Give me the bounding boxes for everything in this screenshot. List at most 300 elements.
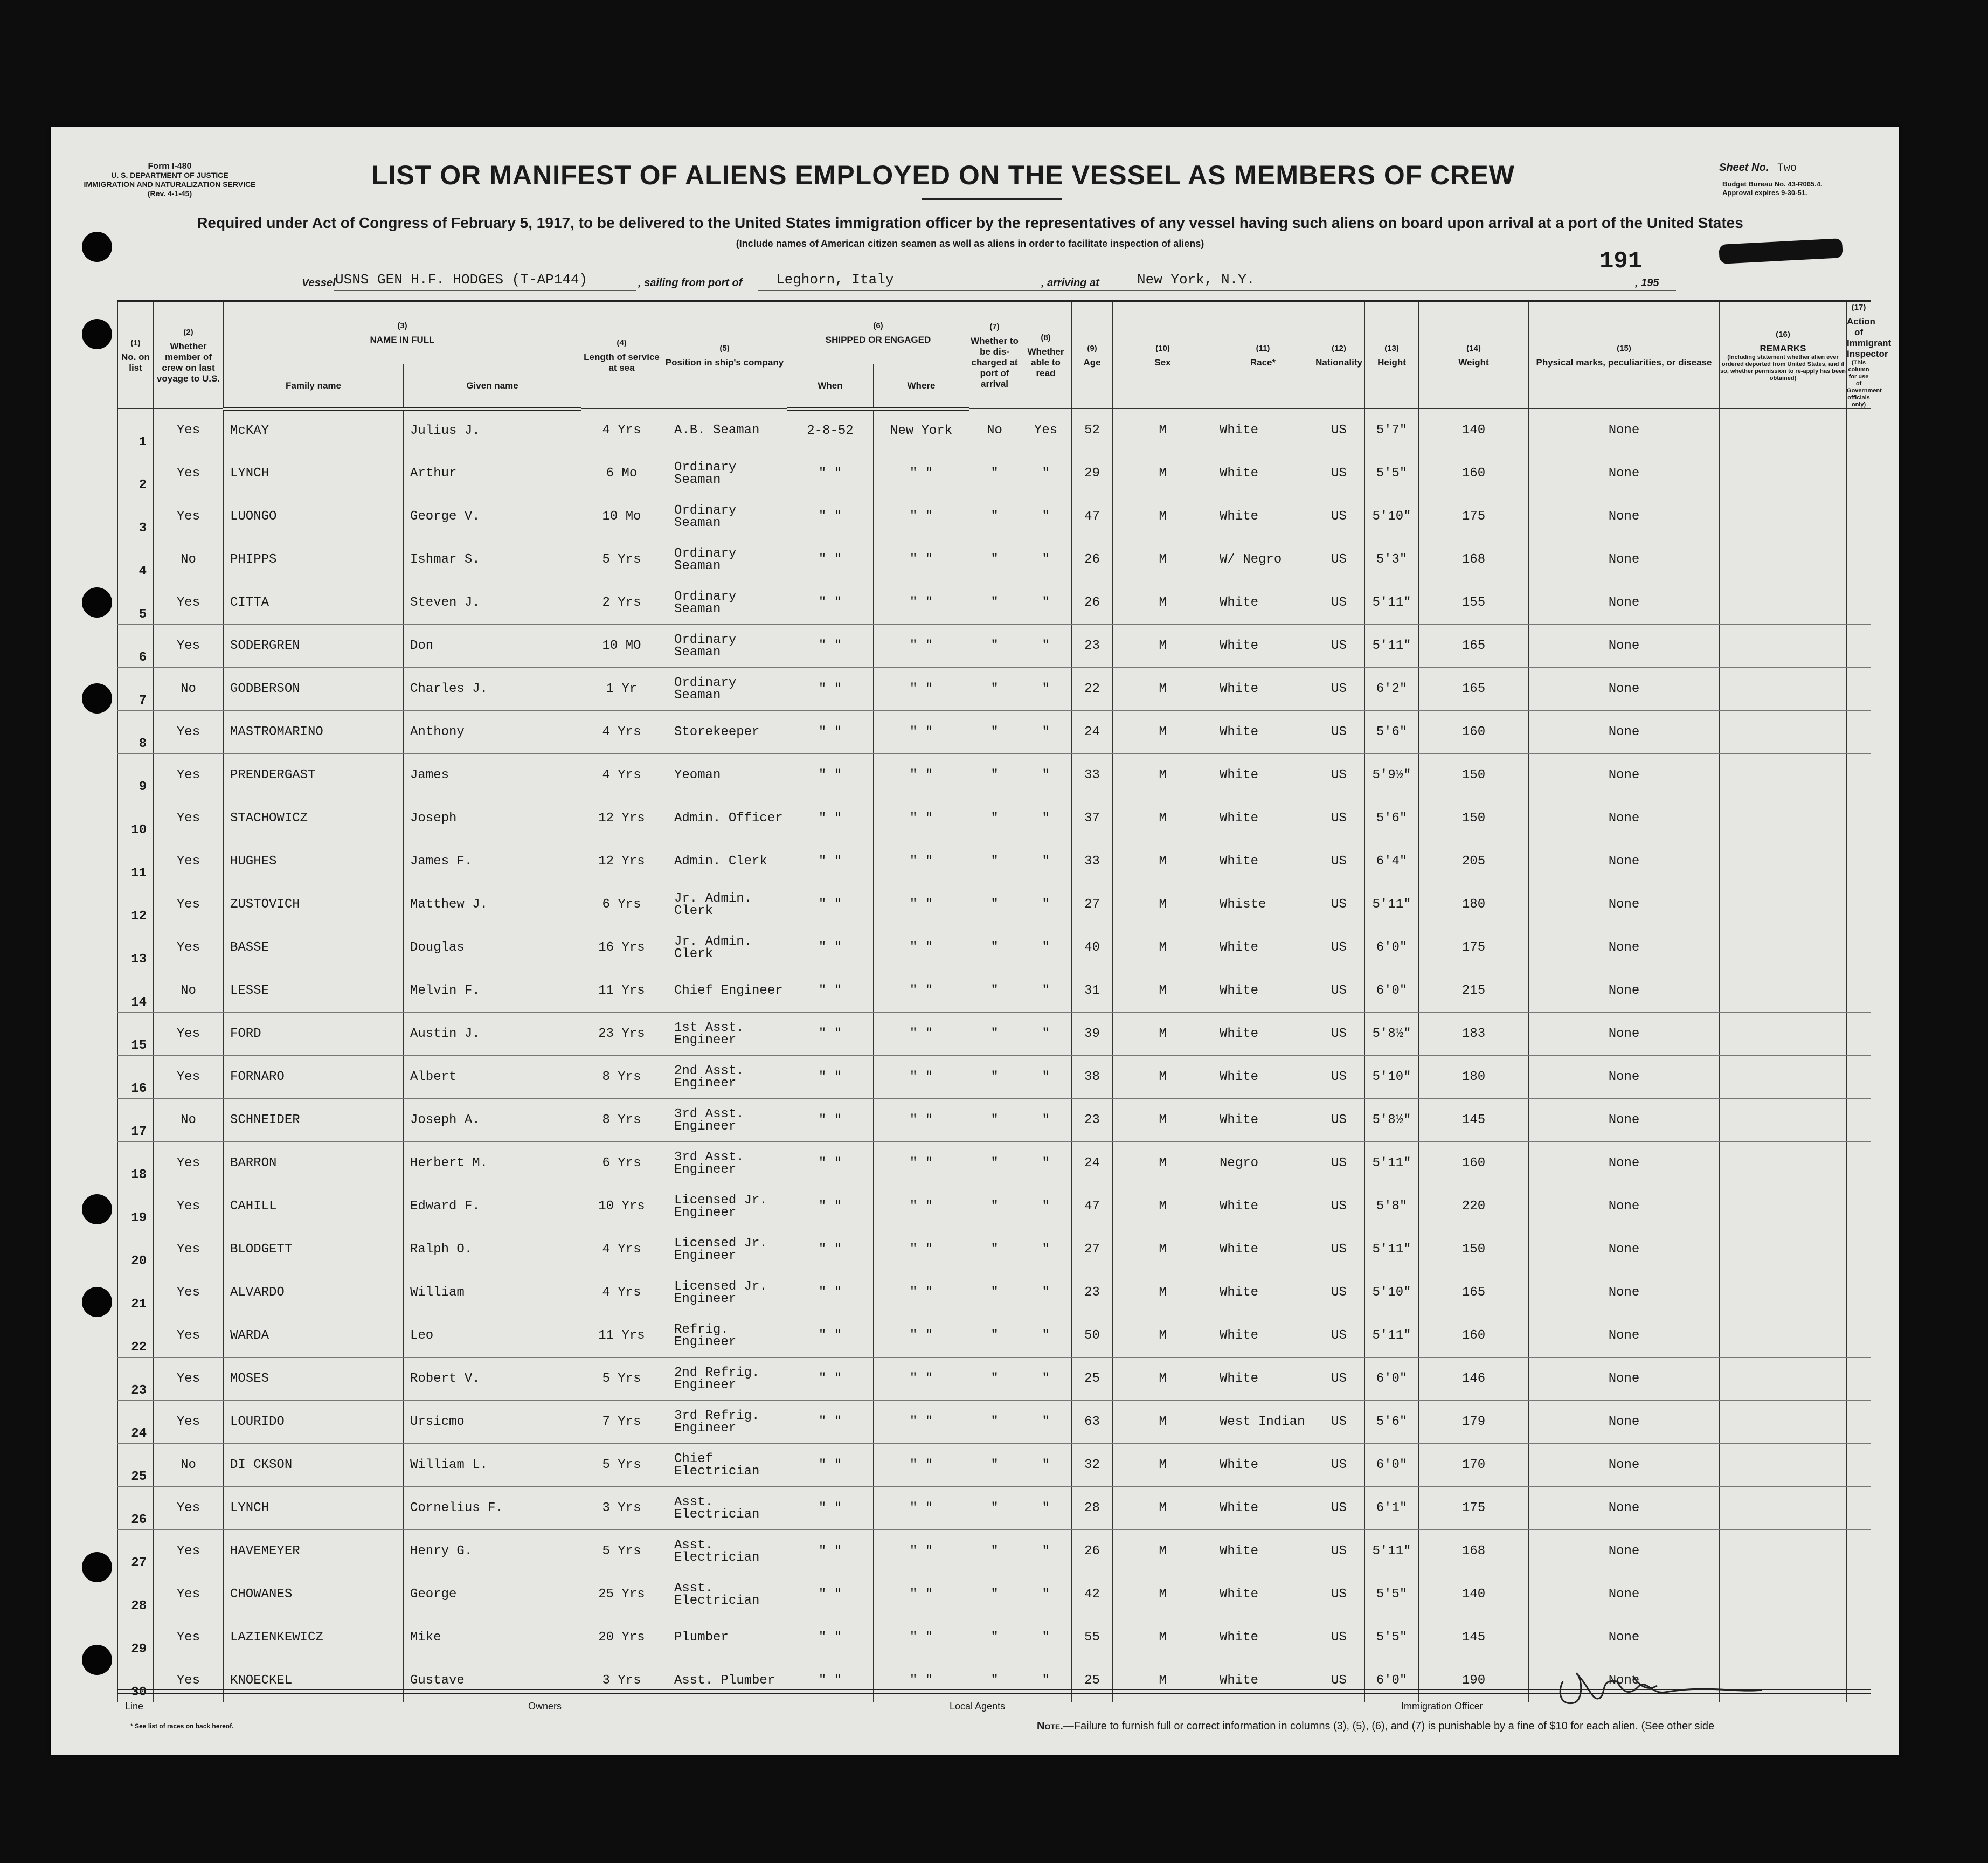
cell-age: 24 bbox=[1072, 1142, 1113, 1185]
cell-weight: 140 bbox=[1419, 409, 1529, 452]
cell-race: White bbox=[1213, 840, 1313, 883]
cell-inspector-action bbox=[1847, 538, 1871, 581]
cell-position: Licensed Jr. Engineer bbox=[662, 1185, 787, 1228]
cell-physical-marks: None bbox=[1529, 1616, 1720, 1659]
table-row bbox=[118, 1573, 1871, 1616]
cell-inspector-action bbox=[1847, 625, 1871, 668]
cell-height: 6'0" bbox=[1365, 926, 1419, 969]
cell-given-name: Douglas bbox=[404, 926, 581, 969]
col-header-crew-last-voyage: (2) Whether member of crew on last voyage to U.S. bbox=[154, 301, 224, 409]
cell-shipped-where: " " bbox=[874, 1314, 969, 1358]
cell-age: 38 bbox=[1072, 1056, 1113, 1099]
vessel-name: USNS GEN H.F. HODGES (T-AP144) bbox=[335, 272, 588, 288]
cell-height: 6'2" bbox=[1365, 668, 1419, 711]
cell-position: Ordinary Seaman bbox=[662, 625, 787, 668]
cell-physical-marks: None bbox=[1529, 1056, 1720, 1099]
cell-discharged: " bbox=[969, 625, 1020, 668]
cell-race: White bbox=[1213, 797, 1313, 840]
cell-able-to-read: " bbox=[1020, 668, 1072, 711]
cell-shipped-when: " " bbox=[787, 711, 874, 754]
cell-nationality: US bbox=[1313, 711, 1365, 754]
cell-crew-last-voyage: Yes bbox=[154, 452, 224, 495]
cell-race: Whiste bbox=[1213, 883, 1313, 926]
cell-able-to-read: " bbox=[1020, 754, 1072, 797]
cell-shipped-when: " " bbox=[787, 1314, 874, 1358]
cell-given-name: Joseph bbox=[404, 797, 581, 840]
cell-age: 22 bbox=[1072, 668, 1113, 711]
cell-given-name: Henry G. bbox=[404, 1530, 581, 1573]
col-header-height: (13) Height bbox=[1365, 301, 1419, 409]
cell-height: 6'1" bbox=[1365, 1487, 1419, 1530]
cell-weight: 155 bbox=[1419, 581, 1529, 625]
cell-inspector-action bbox=[1847, 1530, 1871, 1573]
cell-given-name: Edward F. bbox=[404, 1185, 581, 1228]
cell-age: 39 bbox=[1072, 1013, 1113, 1056]
vessel-name-underline bbox=[334, 290, 636, 291]
sailing-port: Leghorn, Italy bbox=[776, 272, 894, 288]
cell-crew-last-voyage: No bbox=[154, 969, 224, 1013]
cell-service-length: 10 Mo bbox=[581, 495, 662, 538]
cell-position: Plumber bbox=[662, 1616, 787, 1659]
cell-remarks bbox=[1720, 668, 1847, 711]
cell-remarks bbox=[1720, 1616, 1847, 1659]
cell-age: 33 bbox=[1072, 754, 1113, 797]
cell-discharged: " bbox=[969, 797, 1020, 840]
cell-height: 5'11" bbox=[1365, 625, 1419, 668]
cell-family-name: LOURIDO bbox=[224, 1401, 404, 1444]
table-row bbox=[118, 1444, 1871, 1487]
cell-service-length: 12 Yrs bbox=[581, 840, 662, 883]
cell-remarks bbox=[1720, 797, 1847, 840]
cell-physical-marks: None bbox=[1529, 840, 1720, 883]
cell-able-to-read: " bbox=[1020, 452, 1072, 495]
punch-hole bbox=[82, 587, 112, 618]
table-row bbox=[118, 495, 1871, 538]
cell-service-length: 16 Yrs bbox=[581, 926, 662, 969]
cell-age: 26 bbox=[1072, 538, 1113, 581]
cell-able-to-read: " bbox=[1020, 1444, 1072, 1487]
cell-discharged: " bbox=[969, 1013, 1020, 1056]
cell-age: 26 bbox=[1072, 581, 1113, 625]
cell-race: Negro bbox=[1213, 1142, 1313, 1185]
cell-row-number: 23 bbox=[118, 1358, 154, 1401]
cell-age: 25 bbox=[1072, 1659, 1113, 1702]
cell-shipped-when: " " bbox=[787, 883, 874, 926]
cell-service-length: 23 Yrs bbox=[581, 1013, 662, 1056]
cell-family-name: McKAY bbox=[224, 409, 404, 452]
cell-nationality: US bbox=[1313, 1358, 1365, 1401]
cell-physical-marks: None bbox=[1529, 797, 1720, 840]
cell-height: 6'0" bbox=[1365, 1444, 1419, 1487]
cell-race: White bbox=[1213, 926, 1313, 969]
table-header-row bbox=[118, 301, 1871, 364]
cell-weight: 180 bbox=[1419, 883, 1529, 926]
cell-sex: M bbox=[1113, 1185, 1213, 1228]
cell-discharged: " bbox=[969, 1142, 1020, 1185]
cell-sex: M bbox=[1113, 538, 1213, 581]
col-header-race: (11) Race* bbox=[1213, 301, 1313, 409]
cell-family-name: GODBERSON bbox=[224, 668, 404, 711]
cell-shipped-where: " " bbox=[874, 581, 969, 625]
footer-immigration-officer-label: Immigration Officer bbox=[1401, 1701, 1483, 1712]
cell-discharged: No bbox=[969, 409, 1020, 452]
cell-crew-last-voyage: No bbox=[154, 538, 224, 581]
cell-race: White bbox=[1213, 711, 1313, 754]
cell-service-length: 4 Yrs bbox=[581, 754, 662, 797]
cell-service-length: 3 Yrs bbox=[581, 1659, 662, 1702]
cell-nationality: US bbox=[1313, 581, 1365, 625]
cell-weight: 165 bbox=[1419, 625, 1529, 668]
cell-age: 25 bbox=[1072, 1358, 1113, 1401]
cell-shipped-where: " " bbox=[874, 538, 969, 581]
cell-service-length: 5 Yrs bbox=[581, 1358, 662, 1401]
cell-row-number: 4 bbox=[118, 538, 154, 581]
cell-age: 27 bbox=[1072, 1228, 1113, 1271]
cell-row-number: 18 bbox=[118, 1142, 154, 1185]
cell-age: 40 bbox=[1072, 926, 1113, 969]
cell-nationality: US bbox=[1313, 1056, 1365, 1099]
cell-shipped-when: " " bbox=[787, 926, 874, 969]
cell-discharged: " bbox=[969, 1616, 1020, 1659]
cell-position: Chief Engineer bbox=[662, 969, 787, 1013]
cell-age: 47 bbox=[1072, 495, 1113, 538]
cell-shipped-where: " " bbox=[874, 1228, 969, 1271]
cell-race: White bbox=[1213, 495, 1313, 538]
cell-crew-last-voyage: Yes bbox=[154, 754, 224, 797]
punch-hole bbox=[82, 1287, 112, 1317]
cell-crew-last-voyage: Yes bbox=[154, 1530, 224, 1573]
sheet-number-label: Sheet No. bbox=[1719, 162, 1769, 174]
col-header-physical-marks: (15) Physical marks, peculiarities, or disease bbox=[1529, 301, 1720, 409]
crew-rows bbox=[118, 409, 1871, 1702]
cell-weight: 160 bbox=[1419, 1142, 1529, 1185]
cell-position: Asst. Electrician bbox=[662, 1487, 787, 1530]
cell-inspector-action bbox=[1847, 926, 1871, 969]
cell-sex: M bbox=[1113, 581, 1213, 625]
cell-inspector-action bbox=[1847, 797, 1871, 840]
cell-nationality: US bbox=[1313, 926, 1365, 969]
footer-line-label: Line bbox=[125, 1701, 144, 1712]
cell-crew-last-voyage: Yes bbox=[154, 495, 224, 538]
cell-row-number: 5 bbox=[118, 581, 154, 625]
arriving-port-underline bbox=[1121, 290, 1676, 291]
cell-age: 23 bbox=[1072, 1271, 1113, 1314]
cell-remarks bbox=[1720, 1487, 1847, 1530]
cell-nationality: US bbox=[1313, 538, 1365, 581]
cell-given-name: Ursicmo bbox=[404, 1401, 581, 1444]
cell-remarks bbox=[1720, 926, 1847, 969]
form-identifier bbox=[81, 162, 259, 198]
cell-crew-last-voyage: Yes bbox=[154, 711, 224, 754]
cell-able-to-read: " bbox=[1020, 1056, 1072, 1099]
cell-able-to-read: " bbox=[1020, 926, 1072, 969]
cell-race: White bbox=[1213, 1314, 1313, 1358]
cell-height: 6'0" bbox=[1365, 1358, 1419, 1401]
cell-crew-last-voyage: Yes bbox=[154, 1142, 224, 1185]
table-row bbox=[118, 625, 1871, 668]
cell-row-number: 24 bbox=[118, 1401, 154, 1444]
table-row bbox=[118, 1358, 1871, 1401]
cell-family-name: LYNCH bbox=[224, 452, 404, 495]
cell-weight: 160 bbox=[1419, 1314, 1529, 1358]
table-row bbox=[118, 538, 1871, 581]
cell-family-name: KNOECKEL bbox=[224, 1659, 404, 1702]
punch-hole bbox=[82, 683, 112, 714]
cell-remarks bbox=[1720, 969, 1847, 1013]
cell-physical-marks: None bbox=[1529, 1487, 1720, 1530]
cell-shipped-when: " " bbox=[787, 452, 874, 495]
cell-crew-last-voyage: Yes bbox=[154, 797, 224, 840]
cell-age: 47 bbox=[1072, 1185, 1113, 1228]
cell-shipped-when: " " bbox=[787, 1228, 874, 1271]
cell-crew-last-voyage: Yes bbox=[154, 926, 224, 969]
cell-row-number: 28 bbox=[118, 1573, 154, 1616]
cell-position: Admin. Clerk bbox=[662, 840, 787, 883]
cell-weight: 183 bbox=[1419, 1013, 1529, 1056]
legal-requirement-text: Required under Act of Congress of February 5, 1917, to be delivered to the United States immigration officer by the representatives of any vessel having such aliens on board upon arrival at a port of the United States bbox=[197, 214, 1743, 231]
cell-nationality: US bbox=[1313, 1530, 1365, 1573]
cell-shipped-where: " " bbox=[874, 883, 969, 926]
footer-owners-label: Owners bbox=[528, 1701, 562, 1712]
cell-position: A.B. Seaman bbox=[662, 409, 787, 452]
cell-race: White bbox=[1213, 1271, 1313, 1314]
cell-row-number: 12 bbox=[118, 883, 154, 926]
cell-shipped-when: " " bbox=[787, 969, 874, 1013]
cell-height: 5'5" bbox=[1365, 452, 1419, 495]
cell-discharged: " bbox=[969, 452, 1020, 495]
cell-position: Jr. Admin. Clerk bbox=[662, 883, 787, 926]
cell-discharged: " bbox=[969, 711, 1020, 754]
cell-shipped-when: " " bbox=[787, 495, 874, 538]
cell-nationality: US bbox=[1313, 1487, 1365, 1530]
cell-row-number: 25 bbox=[118, 1444, 154, 1487]
cell-crew-last-voyage: Yes bbox=[154, 883, 224, 926]
cell-height: 5'11" bbox=[1365, 1142, 1419, 1185]
cell-shipped-where: " " bbox=[874, 1616, 969, 1659]
cell-able-to-read: Yes bbox=[1020, 409, 1072, 452]
cell-given-name: Anthony bbox=[404, 711, 581, 754]
table-row bbox=[118, 409, 1871, 452]
cell-row-number: 1 bbox=[118, 409, 154, 452]
table-row bbox=[118, 840, 1871, 883]
table-row bbox=[118, 1314, 1871, 1358]
cell-inspector-action bbox=[1847, 1444, 1871, 1487]
cell-race: White bbox=[1213, 409, 1313, 452]
form-number: Form I-480 bbox=[148, 162, 192, 171]
cell-weight: 175 bbox=[1419, 495, 1529, 538]
cell-position: Yeoman bbox=[662, 754, 787, 797]
cell-remarks bbox=[1720, 495, 1847, 538]
cell-nationality: US bbox=[1313, 1013, 1365, 1056]
cell-able-to-read: " bbox=[1020, 883, 1072, 926]
cell-crew-last-voyage: Yes bbox=[154, 1056, 224, 1099]
cell-given-name: Austin J. bbox=[404, 1013, 581, 1056]
table-row bbox=[118, 926, 1871, 969]
cell-shipped-when: " " bbox=[787, 1401, 874, 1444]
cell-physical-marks: None bbox=[1529, 452, 1720, 495]
cell-discharged: " bbox=[969, 1314, 1020, 1358]
cell-sex: M bbox=[1113, 1358, 1213, 1401]
cell-service-length: 4 Yrs bbox=[581, 1228, 662, 1271]
cell-inspector-action bbox=[1847, 1401, 1871, 1444]
cell-height: 5'6" bbox=[1365, 1401, 1419, 1444]
cell-shipped-where: " " bbox=[874, 1659, 969, 1702]
cell-inspector-action bbox=[1847, 581, 1871, 625]
cell-discharged: " bbox=[969, 1659, 1020, 1702]
cell-height: 5'10" bbox=[1365, 1271, 1419, 1314]
cell-able-to-read: " bbox=[1020, 1358, 1072, 1401]
cell-shipped-where: " " bbox=[874, 711, 969, 754]
cell-position: 3rd Asst. Engineer bbox=[662, 1099, 787, 1142]
cell-shipped-when: " " bbox=[787, 625, 874, 668]
cell-sex: M bbox=[1113, 1616, 1213, 1659]
cell-discharged: " bbox=[969, 1573, 1020, 1616]
cell-sex: M bbox=[1113, 797, 1213, 840]
arriving-port: New York, N.Y. bbox=[1137, 272, 1255, 288]
cell-able-to-read: " bbox=[1020, 1013, 1072, 1056]
table-row bbox=[118, 969, 1871, 1013]
cell-shipped-when: " " bbox=[787, 1530, 874, 1573]
cell-race: W/ Negro bbox=[1213, 538, 1313, 581]
cell-weight: 140 bbox=[1419, 1573, 1529, 1616]
cell-service-length: 8 Yrs bbox=[581, 1056, 662, 1099]
cell-physical-marks: None bbox=[1529, 1013, 1720, 1056]
cell-remarks bbox=[1720, 581, 1847, 625]
cell-physical-marks: None bbox=[1529, 668, 1720, 711]
department-name: U. S. DEPARTMENT OF JUSTICE bbox=[111, 171, 228, 179]
cell-service-length: 6 Yrs bbox=[581, 1142, 662, 1185]
cell-remarks bbox=[1720, 1358, 1847, 1401]
cell-position: 2nd Asst. Engineer bbox=[662, 1056, 787, 1099]
cell-physical-marks: None bbox=[1529, 625, 1720, 668]
cell-shipped-when: " " bbox=[787, 538, 874, 581]
cell-height: 5'11" bbox=[1365, 1530, 1419, 1573]
cell-given-name: Albert bbox=[404, 1056, 581, 1099]
cell-shipped-where: " " bbox=[874, 1487, 969, 1530]
cell-remarks bbox=[1720, 1401, 1847, 1444]
cell-shipped-when: " " bbox=[787, 797, 874, 840]
note-label: Note. bbox=[1037, 1720, 1063, 1732]
punch-hole bbox=[82, 232, 112, 262]
cell-able-to-read: " bbox=[1020, 797, 1072, 840]
cell-race: White bbox=[1213, 1013, 1313, 1056]
cell-race: White bbox=[1213, 1573, 1313, 1616]
cell-discharged: " bbox=[969, 1530, 1020, 1573]
cell-shipped-where: " " bbox=[874, 495, 969, 538]
stamp-number: 191 bbox=[1599, 248, 1643, 275]
revision-date: (Rev. 4-1-45) bbox=[147, 189, 192, 198]
cell-weight: 146 bbox=[1419, 1358, 1529, 1401]
cell-physical-marks: None bbox=[1529, 538, 1720, 581]
cell-given-name: Leo bbox=[404, 1314, 581, 1358]
cell-row-number: 19 bbox=[118, 1185, 154, 1228]
cell-family-name: MOSES bbox=[224, 1358, 404, 1401]
punch-hole bbox=[82, 1552, 112, 1582]
cell-position: Jr. Admin. Clerk bbox=[662, 926, 787, 969]
cell-able-to-read: " bbox=[1020, 1142, 1072, 1185]
officer-signature bbox=[1552, 1665, 1768, 1714]
cell-nationality: US bbox=[1313, 668, 1365, 711]
cell-given-name: Don bbox=[404, 625, 581, 668]
cell-weight: 170 bbox=[1419, 1444, 1529, 1487]
cell-shipped-when: " " bbox=[787, 754, 874, 797]
cell-nationality: US bbox=[1313, 1271, 1365, 1314]
cell-age: 63 bbox=[1072, 1401, 1113, 1444]
col-header-age: (9) Age bbox=[1072, 301, 1113, 409]
cell-inspector-action bbox=[1847, 1659, 1871, 1702]
cell-service-length: 6 Yrs bbox=[581, 883, 662, 926]
cell-remarks bbox=[1720, 1271, 1847, 1314]
cell-height: 5'6" bbox=[1365, 711, 1419, 754]
cell-physical-marks: None bbox=[1529, 1401, 1720, 1444]
cell-family-name: FORNARO bbox=[224, 1056, 404, 1099]
cell-able-to-read: " bbox=[1020, 1616, 1072, 1659]
cell-service-length: 5 Yrs bbox=[581, 1530, 662, 1573]
inclusion-instruction: (Include names of American citizen seamen as well as aliens in order to facilitate inspection of aliens) bbox=[736, 238, 1204, 249]
cell-inspector-action bbox=[1847, 495, 1871, 538]
cell-position: Asst. Electrician bbox=[662, 1530, 787, 1573]
cell-shipped-where: " " bbox=[874, 754, 969, 797]
cell-given-name: Steven J. bbox=[404, 581, 581, 625]
cell-inspector-action bbox=[1847, 969, 1871, 1013]
cell-height: 5'8" bbox=[1365, 1185, 1419, 1228]
cell-given-name: Joseph A. bbox=[404, 1099, 581, 1142]
cell-shipped-where: " " bbox=[874, 625, 969, 668]
cell-given-name: Herbert M. bbox=[404, 1142, 581, 1185]
cell-able-to-read: " bbox=[1020, 1530, 1072, 1573]
cell-age: 26 bbox=[1072, 1530, 1113, 1573]
cell-nationality: US bbox=[1313, 452, 1365, 495]
cell-sex: M bbox=[1113, 1444, 1213, 1487]
table-row bbox=[118, 1013, 1871, 1056]
col-header-service: (4) Length of service at sea bbox=[581, 301, 662, 409]
cell-able-to-read: " bbox=[1020, 1487, 1072, 1530]
cell-sex: M bbox=[1113, 1056, 1213, 1099]
cell-height: 5'6" bbox=[1365, 797, 1419, 840]
cell-position: Asst. Electrician bbox=[662, 1573, 787, 1616]
cell-able-to-read: " bbox=[1020, 1659, 1072, 1702]
cell-able-to-read: " bbox=[1020, 711, 1072, 754]
cell-sex: M bbox=[1113, 668, 1213, 711]
cell-age: 37 bbox=[1072, 797, 1113, 840]
col-header-shipped: (6) SHIPPED OR ENGAGED bbox=[787, 301, 969, 364]
footer-local-agents-label: Local Agents bbox=[950, 1701, 1006, 1712]
cell-family-name: SCHNEIDER bbox=[224, 1099, 404, 1142]
cell-service-length: 11 Yrs bbox=[581, 1314, 662, 1358]
cell-family-name: BARRON bbox=[224, 1142, 404, 1185]
cell-family-name: BLODGETT bbox=[224, 1228, 404, 1271]
cell-able-to-read: " bbox=[1020, 1314, 1072, 1358]
cell-inspector-action bbox=[1847, 1185, 1871, 1228]
cell-row-number: 9 bbox=[118, 754, 154, 797]
cell-service-length: 10 Yrs bbox=[581, 1185, 662, 1228]
cell-shipped-where: " " bbox=[874, 452, 969, 495]
cell-shipped-where: " " bbox=[874, 1099, 969, 1142]
cell-race: White bbox=[1213, 969, 1313, 1013]
cell-discharged: " bbox=[969, 1487, 1020, 1530]
cell-family-name: MASTROMARINO bbox=[224, 711, 404, 754]
cell-service-length: 7 Yrs bbox=[581, 1401, 662, 1444]
cell-shipped-when: " " bbox=[787, 1616, 874, 1659]
cell-family-name: FORD bbox=[224, 1013, 404, 1056]
cell-crew-last-voyage: No bbox=[154, 1444, 224, 1487]
cell-crew-last-voyage: No bbox=[154, 1099, 224, 1142]
cell-position: 2nd Refrig. Engineer bbox=[662, 1358, 787, 1401]
table-row bbox=[118, 581, 1871, 625]
cell-sex: M bbox=[1113, 1530, 1213, 1573]
cell-able-to-read: " bbox=[1020, 495, 1072, 538]
cell-given-name: Gustave bbox=[404, 1659, 581, 1702]
